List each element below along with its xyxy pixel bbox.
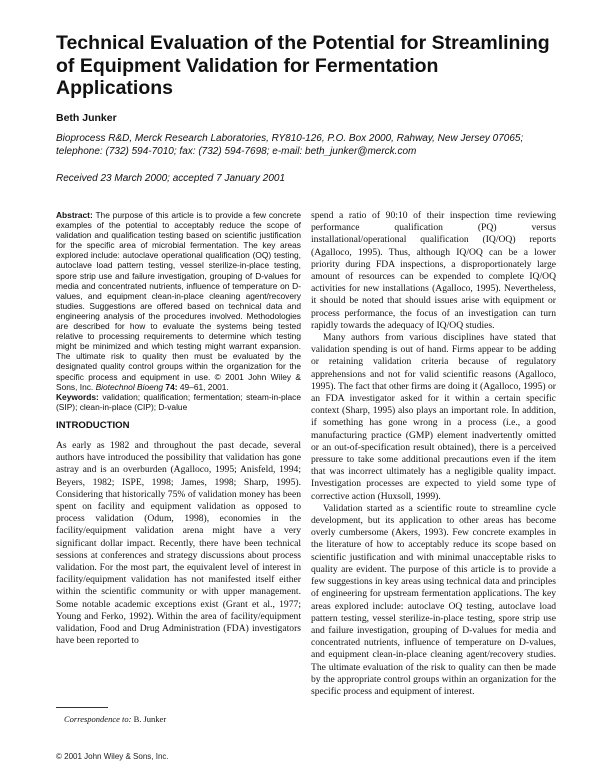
journal-name: Biotechnol Bioeng [95, 381, 164, 392]
keywords-text: validation; qualification; fermentation; steam-in-place (SIP); clean-in-place (CIP); D-value [56, 391, 301, 412]
author-affiliation: Bioprocess R&D, Merck Research Laboratories, RY810-126, P.O. Box 2000, Rahway, New Jersey 07065; telephone: (732) 594-7010; fax: (732) 594-7698; e-mail: beth_junker@merck.com [56, 133, 524, 157]
right-column-body [311, 210, 556, 698]
abstract [56, 210, 301, 412]
correspondence-label: Correspondence to: [64, 714, 132, 724]
left-column-body [56, 440, 301, 647]
body-paragraph: Many authors from various disciplines have stated that validation spending is out of hand. Firms appear to be adding or retaining validation criteria because of regulatory apprehensions and not for valid scientific reasons (Agalloco, 1995). The fact that other firms are doing it (Agalloco, 1995) or an FDA investigator asked for it within a certain specific context (Sharp, 1995) also plays an important role. In addition, if something has gone wrong in a process (i.e., a good manufacturing practice (GMP) element inadvertently omitted or an out-of-specification result obtained), there is a perceived pressure to take some additional precautions even if the item that was incorrect ultimately has a negligible quality impact. Investigation processes are expected to yield some type of corrective action (Huxsoll, 1999). [311, 332, 556, 502]
article-title: Technical Evaluation of the Potential for Streamlining of Equipment Validation for Fermentation Applications [56, 32, 550, 99]
journal-pages: 49–61, 2001. [179, 381, 229, 392]
body-paragraph: spend a ratio of 90:10 of their inspection time reviewing performance qualification (PQ) versus installational/operational qualification (IQ/OQ) reports (Agalloco, 1995). Thus, although IQ/OQ can be a lower priority during FDA inspections, a disproportionately large amount of resources can be expended to complete IQ/OQ activities for new installations (Agalloco, 1995). Nevertheless, it should be noted that should issues arise with equipment or process performance, the focus of an investigation can turn rapidly towards the adequacy of IQ/OQ studies. [311, 210, 556, 331]
author-name: Beth Junker [56, 112, 117, 124]
abstract-paragraph [56, 210, 301, 392]
body-paragraph: Validation started as a scientific route to streamline cycle development, but its application to other areas has become overly cumbersome (Akers, 1993). Few concrete examples in the literature of how to acceptably reduce its scope based on scientific justification and with minimal unacceptable risks to quality are evident. The purpose of this article is to provide a few suggestions in key areas using technical data and principles of engineering for upstream fermentation applications. The key areas explored include: autoclave OQ testing, autoclave load pattern testing, vessel sterilize-in-place testing, spore strip use and failure investigation, grouping of D-values for media and concentrated nutrients, influence of temperature on D-values, and equipment clean-in-place cleaning agent/recovery studies. The ultimate evaluation of the risk to quality can then be made by the appropriate control groups within an organization for the specific process and equipment of interest. [311, 502, 556, 697]
section-heading-introduction: INTRODUCTION [56, 420, 130, 431]
footnote-divider [56, 707, 108, 708]
footer-copyright: © 2001 John Wiley & Sons, Inc. [56, 752, 169, 761]
abstract-label: Abstract: [56, 210, 93, 220]
correspondence-note [64, 714, 166, 724]
abstract-text: The purpose of this article is to provide a few concrete examples of the potential to acceptably reduce the scope of validation and qualification testing based on scientific justification for the specific area of microbial fermentation. The key areas explored include: autoclave operational qualification (OQ) testing, autoclave load pattern testing, vessel sterilize-in-place testing, spore strip use and failure investigation, grouping of D-values for media and concentrated nutrients, influence of temperature on D-values, and equipment clean-in-place cleaning agent/recovery studies. Suggestions are offered based on technical data and engineering analysis of the procedures involved. Methodologies are described for how to evaluate the systems being tested relative to processing requirements to determine which testing might be minimized and which testing might warrant expansion. The ultimate risk to quality then must be evaluated by the designated quality control groups within the organization for the specific process and equipment in use. [56, 210, 301, 382]
body-paragraph: As early as 1982 and throughout the past decade, several authors have introduced the possibility that validation has gone astray and is an overburden (Agalloco, 1995; Anisfeld, 1994; Beyers, 1982; ISPE, 1998; James, 1998; Sharp, 1995). Considering that historically 75% of validation money has been spent on facility and equipment validation as opposed to process validation (Odum, 1998), economies in the facility/equipment validation arena might have a very significant dollar impact. Recently, there have been technical sessions at conferences and strategy discussions about process validation. For the most part, the equivalent level of interest in facility/equipment validation has not manifested itself either within the scientific community or with upper management. Some notable academic exceptions exist (Grant et al., 1977; Young and Ferko, 1992). Within the area of facility/equipment validation, Food and Drug Administration (FDA) investigators have been reported to [56, 440, 301, 647]
journal-volume: 74: [165, 381, 178, 392]
keywords-label: Keywords: [56, 391, 99, 402]
received-dates: Received 23 March 2000; accepted 7 January 2001 [56, 173, 286, 184]
abstract-copyright: © 2001 John Wiley & Sons, Inc. [56, 371, 302, 392]
correspondence-name: B. Junker [133, 714, 167, 724]
keywords-paragraph [56, 392, 301, 412]
